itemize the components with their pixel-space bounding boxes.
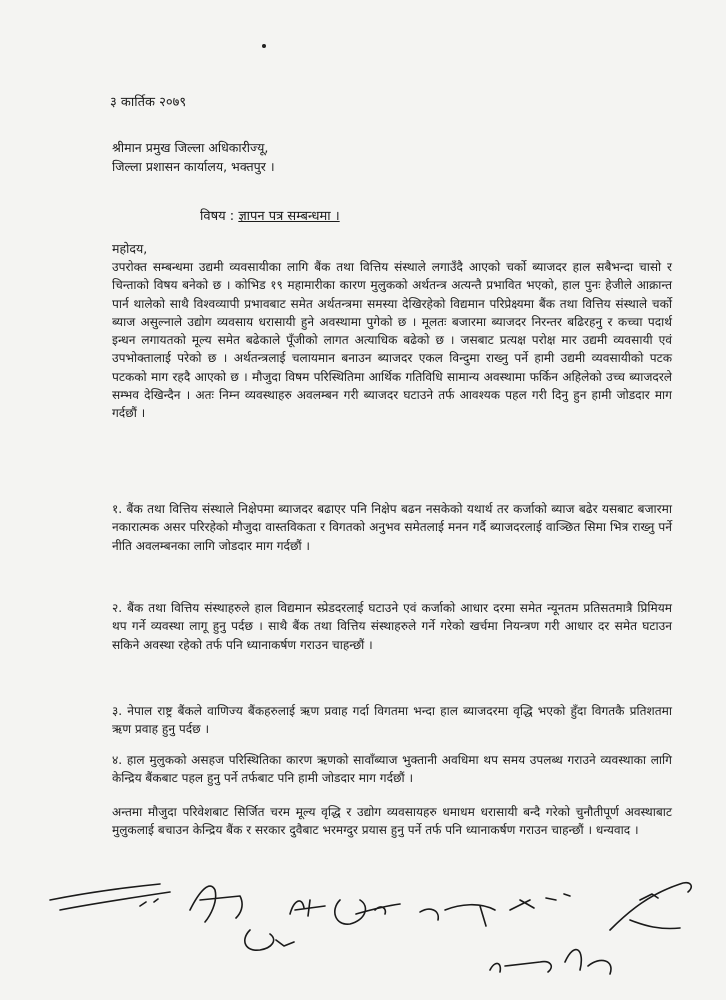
signature-4	[290, 900, 325, 916]
ink-dot	[262, 44, 266, 48]
intro-paragraph: उपरोक्त सम्बन्धमा उद्यमी व्यवसायीका लागि बैंक तथा वित्तिय संस्थाले लगाउँदै आएको चर्को ब्याजदर हाल सबैभन्दा चासो र चिन्ताको विषय बनेको छ । कोभिड १९ महामारीका कारण मुलुकको अर्थतन्त्र अत्यन्तै प्रभावित भएको, हाल पुनः हेजीले आक्रान्त पार्न थालेको साथै विश्वव्यापी प्रभावबाट समेत अर्थतन्त्रमा समस्या देखिरहेको विद्यमान परिप्रेक्ष्यमा बैंक तथा वित्तिय संस्थाले चर्को ब्याज असुल्नाले उद्योग व्यवसाय धरासायी हुने अवस्थामा पुगेको छ । मूलतः बजारमा ब्याजदर निरन्तर बढिरहनु र कच्चा पदार्थ इन्धन लगायतको मूल्य समेत बढेकाले पूँजीको लागत अत्याधिक बढेको छ । जसबाट प्रत्यक्ष परोक्ष मार उद्यमी व्यवसायी एवं उपभोक्तालाई परेको छ । अर्थतन्त्रलाई चलायमान बनाउन ब्याजदर एकल विन्दुमा राख्नु पर्ने हामी उद्यमी व्यवसायीको पटक पटकको माग रहदै आएको छ । मौजुदा विषम परिस्थितिमा आर्थिक गतिविधि सामान्य अवस्थामा फर्किन अहिलेको उच्च ब्याजदरले सम्भव देखिन्दैन । अतः निम्न व्यवस्थाहरु अवलम्बन गरी ब्याजदर घटाउने तर्फ आवश्यक पहल गरी दिनु हुन हामी जोडदार माग गर्दछौं ।	[112, 260, 672, 421]
letter-date: ३ कार्तिक २०७९	[110, 95, 187, 110]
signature-strokes	[40, 870, 720, 990]
signature-5	[335, 900, 400, 924]
subject-line	[200, 206, 340, 224]
recipient-address	[112, 138, 275, 176]
signature-9	[490, 950, 611, 974]
salutation: महोदय,	[112, 241, 148, 256]
demand-paragraph-1: १. बैंक तथा वित्तिय संस्थाले निक्षेपमा ब्याजदर बढाएर पनि निक्षेप बढन नसकेको यथार्थ तर कर्जाको ब्याज बढेर यसबाट बजारमा नकारात्मक असर परिरहेको मौजुदा वास्तविकता र विगतको अनुभव समेतलाई मनन गर्दै ब्याजदरलाई वाञ्छित सिमा भित्र राख्नु पर्ने नीति अवलम्बनका लागि जोडदार माग गर्दछौं ।	[112, 502, 672, 553]
subject-label: विषय :	[200, 209, 235, 224]
demand-paragraph-2: २. बैंक तथा वित्तिय संस्थाहरुले हाल विद्यमान स्प्रेडदरलाई घटाउने एवं कर्जाको आधार दरमा समेत न्यूनतम प्रतिसतमात्रै प्रिमियम थप गर्ने व्यवस्था लागू हुनु पर्दछ । साथै बैंक तथा वित्तिय संस्थाहरुले गर्ने गरेको खर्चमा नियन्त्रण गरी आधार दर समेत घटाउन सकिने अवस्था रहेको तर्फ पनि ध्यानाकर्षण गराउन चाहन्छौं ।	[112, 601, 672, 652]
demand-paragraph-3: ३. नेपाल राष्ट्र बैंकले वाणिज्य बैंकहरुलाई ऋण प्रवाह गर्दा विगतमा भन्दा हाल ब्याजदरमा वृद्धि भएको हुँदा विगतकै प्रतिशतमा ऋण प्रवाह हुनु पर्दछ ।	[112, 704, 672, 737]
signature-7	[510, 894, 570, 910]
demand-paragraph-4: ४. हाल मुलुकको असहज परिस्थितिका कारण ऋणको सावाँब्याज भुक्तानी अवधिमा थप समय उपलब्ध गराउने व्यवस्थाका लागि केन्द्रिय बैंकबाट पहल हुनु पर्ने तर्फबाट पनि हामी जोडदार माग गर्दछौं ।	[112, 753, 672, 786]
signature-3	[245, 930, 294, 950]
subject-text: ज्ञापन पत्र सम्बन्धमा ।	[238, 209, 340, 224]
signature-8	[610, 883, 691, 930]
signatures	[40, 870, 720, 990]
signature-1	[50, 884, 170, 910]
signature-2	[190, 886, 242, 922]
closing-paragraph: अन्तमा मौजुदा परिवेशबाट सिर्जित चरम मूल्य वृद्धि र उद्योग व्यवसायहरु धमाधम धरासायी बन्दै गरेको चुनौतीपूर्ण अवस्थाबाट मुलुकलाई बचाउन केन्द्रिय बैंक र सरकार दुवैबाट भरमग्दुर प्रयास हुनु पर्ने तर्फ पनि ध्यानाकर्षण गराउन चाहन्छौं । धन्यवाद ।	[112, 805, 672, 838]
recipient-line-1: श्रीमान प्रमुख जिल्ला अधिकारीज्यू,	[112, 140, 269, 155]
signature-6	[420, 905, 495, 926]
recipient-line-2: जिल्ला प्रशासन कार्यालय, भक्तपुर ।	[112, 159, 275, 174]
